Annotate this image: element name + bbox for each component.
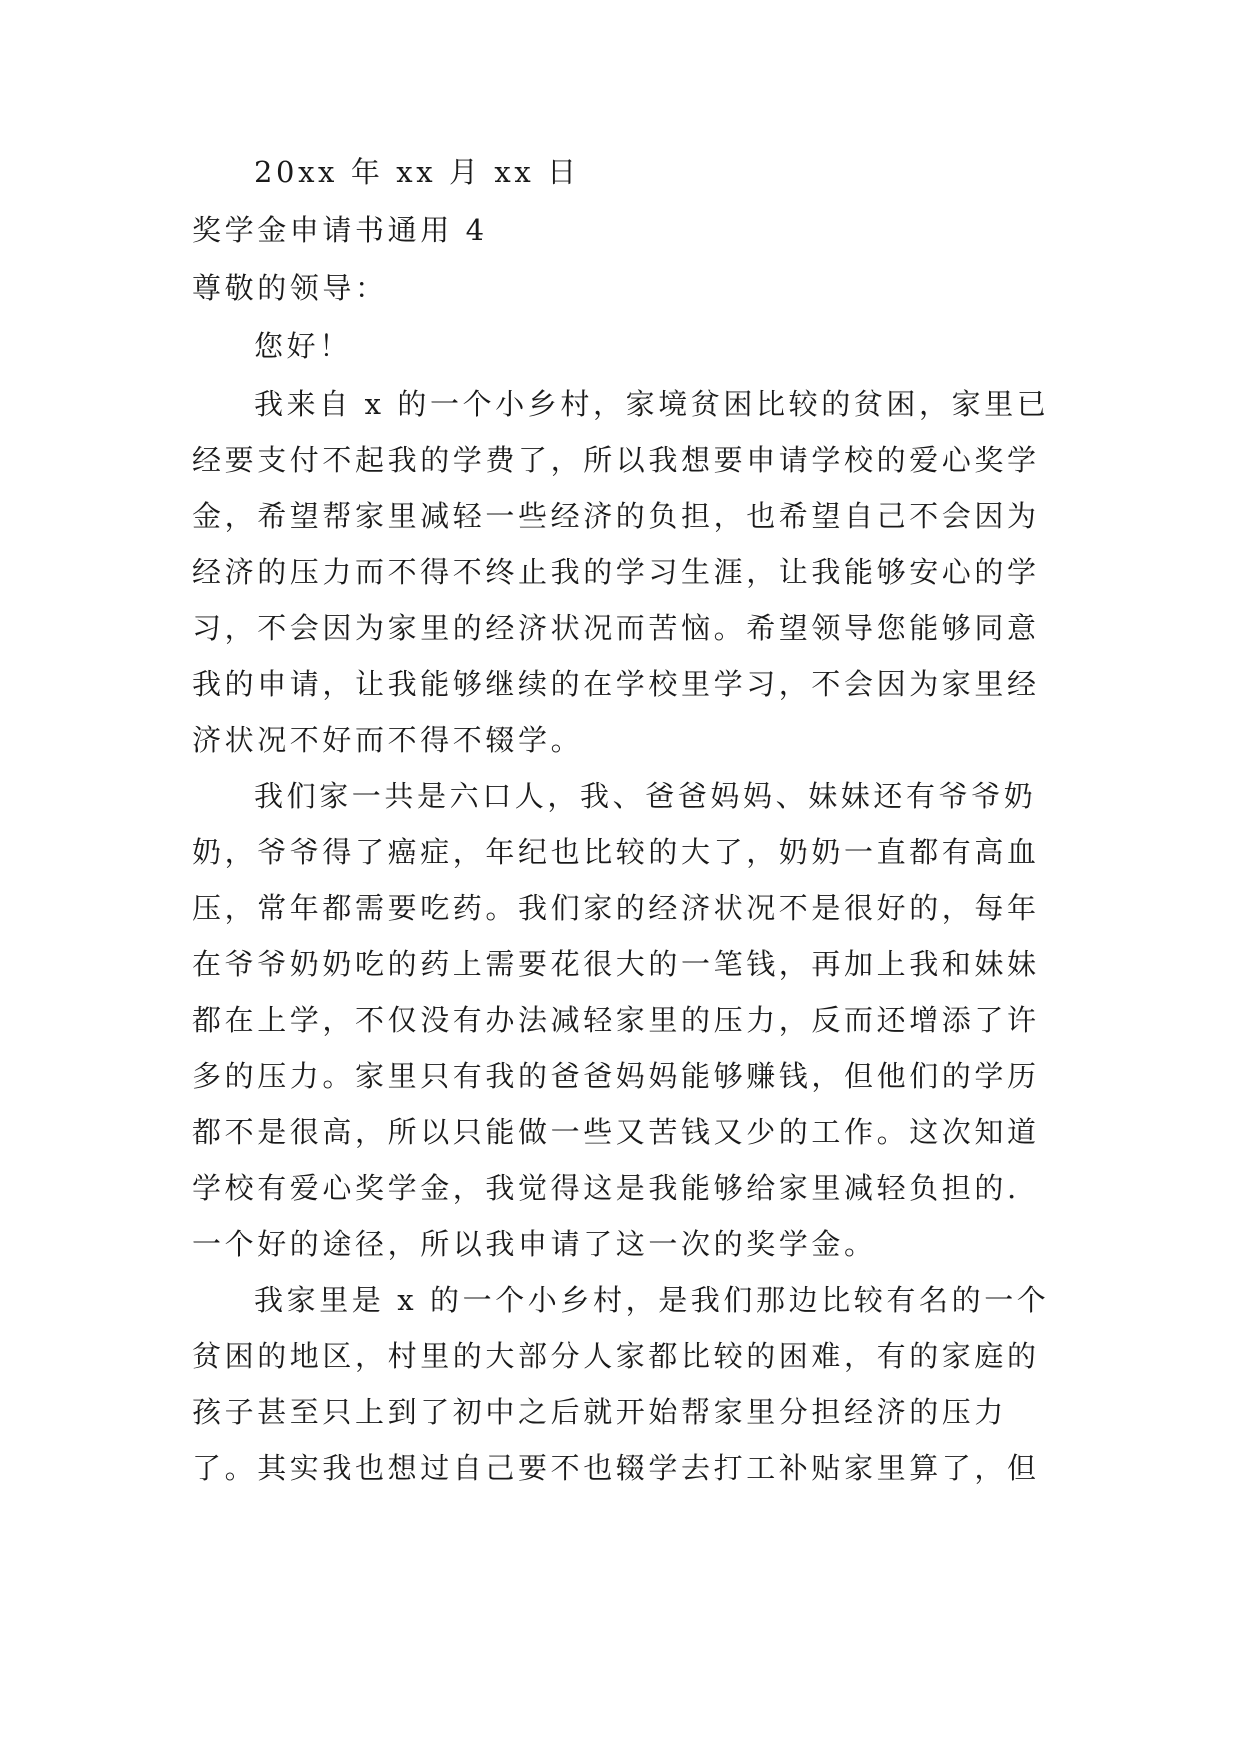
- paragraph-line: 经济的压力而不得不终止我的学习生涯，让我能够安心的学: [192, 555, 1040, 589]
- paragraph-2: [192, 780, 1052, 1260]
- paragraph-1: [192, 388, 1052, 756]
- salutation: 尊敬的领导：: [192, 271, 388, 305]
- paragraph-line: 压，常年都需要吃药。我们家的经济状况不是很好的，每年: [192, 891, 1040, 925]
- paragraph-line: 孩子甚至只上到了初中之后就开始帮家里分担经济的压力: [192, 1395, 1008, 1429]
- paragraph-line: 都不是很高，所以只能做一些又苦钱又少的工作。这次知道: [192, 1115, 1040, 1149]
- paragraph-line: 一个好的途径，所以我申请了这一次的奖学金。: [192, 1227, 877, 1261]
- paragraph-line: 多的压力。家里只有我的爸爸妈妈能够赚钱，但他们的学历: [192, 1059, 1040, 1093]
- paragraph-line: 都在上学，不仅没有办法减轻家里的压力，反而还增添了许: [192, 1003, 1040, 1037]
- greeting: 您好！: [254, 329, 352, 363]
- document-body: [192, 156, 1052, 1508]
- paragraph-line: 学校有爱心奖学金，我觉得这是我能够给家里减轻负担的.: [192, 1171, 1020, 1205]
- paragraph-line: 我的申请，让我能够继续的在学校里学习，不会因为家里经: [192, 667, 1040, 701]
- paragraph-line: 经要支付不起我的学费了，所以我想要申请学校的爱心奖学: [192, 443, 1040, 477]
- paragraph-line: 奶，爷爷得了癌症，年纪也比较的大了，奶奶一直都有高血: [192, 835, 1040, 869]
- paragraph-line: 贫困的地区，村里的大部分人家都比较的困难，有的家庭的: [192, 1339, 1040, 1373]
- paragraph-line: 金，希望帮家里减轻一些经济的负担，也希望自己不会因为: [192, 499, 1040, 533]
- document-title: 奖学金申请书通用 4: [192, 213, 488, 247]
- paragraph-line: 习，不会因为家里的经济状况而苦恼。希望领导您能够同意: [192, 611, 1040, 645]
- paragraph-line: 我来自 x 的一个小乡村，家境贫困比较的贫困，家里已: [254, 387, 1050, 421]
- paragraph-line: 我家里是 x 的一个小乡村，是我们那边比较有名的一个: [254, 1283, 1050, 1317]
- paragraph-3: [192, 1284, 1052, 1484]
- paragraph-line: 在爷爷奶奶吃的药上需要花很大的一笔钱，再加上我和妹妹: [192, 947, 1040, 981]
- paragraph-line: 了。其实我也想过自己要不也辍学去打工补贴家里算了，但: [192, 1451, 1040, 1485]
- paragraph-line: 我们家一共是六口人，我、爸爸妈妈、妹妹还有爷爷奶: [254, 779, 1037, 813]
- date-line: 20xx 年 xx 月 xx 日: [254, 155, 580, 189]
- paragraph-line: 济状况不好而不得不辍学。: [192, 723, 584, 757]
